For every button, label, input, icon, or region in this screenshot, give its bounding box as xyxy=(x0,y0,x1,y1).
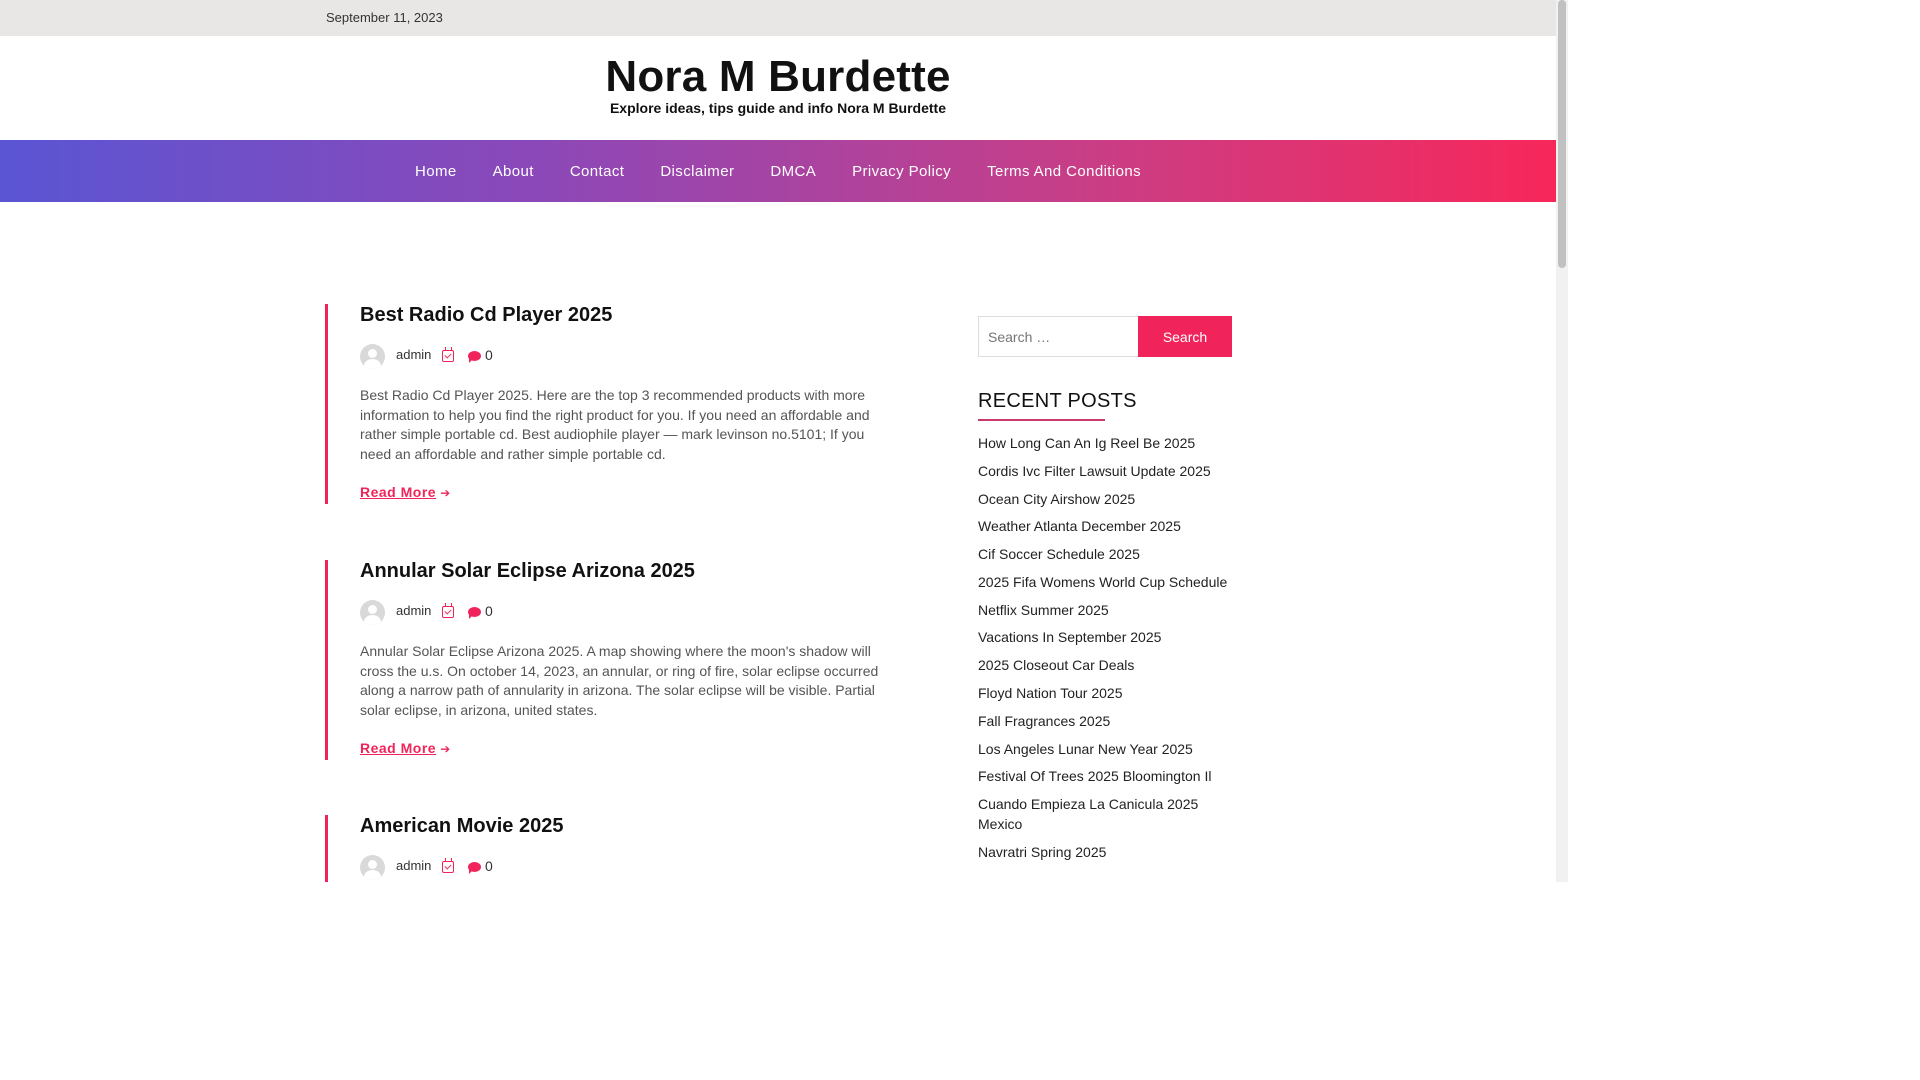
nav-link-privacy-policy[interactable]: Privacy Policy xyxy=(852,162,952,180)
comment-icon[interactable] xyxy=(468,351,481,361)
search-input[interactable] xyxy=(978,316,1139,357)
post-author[interactable]: admin xyxy=(396,347,432,362)
post-card xyxy=(325,560,890,760)
recent-post-link[interactable]: Weather Atlanta December 2025 xyxy=(978,518,1181,535)
author-avatar-icon[interactable] xyxy=(360,344,385,369)
recent-post-link[interactable]: Cuando Empieza La Canicula 2025 Mexico xyxy=(978,796,1199,832)
read-more-label: Read More xyxy=(360,740,437,756)
recent-post-link[interactable]: 2025 Closeout Car Deals xyxy=(978,657,1135,674)
recent-post-link[interactable]: How Long Can An Ig Reel Be 2025 xyxy=(978,435,1196,451)
recent-post-link[interactable]: Fall Fragrances 2025 xyxy=(978,712,1111,729)
recent-post-link[interactable]: Cordis Ivc Filter Lawsuit Update 2025 xyxy=(978,462,1211,479)
recent-post-link[interactable]: Ocean City Airshow 2025 xyxy=(978,490,1136,507)
scrollbar-thumb[interactable] xyxy=(1558,0,1566,268)
recent-post-link[interactable]: Festival Of Trees 2025 Bloomington Il xyxy=(978,768,1212,785)
site-description: Explore ideas, tips guide and info Nora M Burdette xyxy=(609,100,947,116)
calendar-icon[interactable] xyxy=(442,350,454,362)
nav-item-home[interactable] xyxy=(415,163,457,180)
comment-count[interactable]: 0 xyxy=(485,347,493,363)
post-author[interactable]: admin xyxy=(396,858,432,873)
nav-link-disclaimer[interactable]: Disclaimer xyxy=(660,162,735,180)
heading-underline xyxy=(978,419,1105,421)
nav-item-about[interactable] xyxy=(493,163,534,180)
recent-posts-list xyxy=(978,434,1232,870)
author-avatar-icon[interactable] xyxy=(360,855,385,880)
nav-item-dmca[interactable] xyxy=(770,163,816,180)
nav-link-contact[interactable]: Contact xyxy=(569,162,625,180)
recent-post-link[interactable]: Netflix Summer 2025 xyxy=(978,601,1109,618)
arrow-right-icon: ➔ xyxy=(440,486,451,500)
current-date: September 11, 2023 xyxy=(326,10,443,25)
comment-icon[interactable] xyxy=(468,607,481,617)
arrow-right-icon: ➔ xyxy=(440,742,451,756)
nav-item-disclaimer[interactable] xyxy=(660,163,734,180)
nav-item-contact[interactable] xyxy=(570,163,625,180)
read-more-link[interactable] xyxy=(360,484,451,500)
calendar-icon[interactable] xyxy=(442,861,454,873)
recent-post-link[interactable]: Vacations In September 2025 xyxy=(978,629,1162,646)
nav-link-home[interactable]: Home xyxy=(415,162,457,180)
comment-count[interactable]: 0 xyxy=(485,603,493,619)
post-meta xyxy=(360,344,760,370)
nav-item-terms[interactable] xyxy=(987,163,1141,180)
post-card xyxy=(325,304,890,504)
post-title[interactable]: Annular Solar Eclipse Arizona 2025 xyxy=(360,560,695,582)
nav-link-about[interactable]: About xyxy=(492,162,534,180)
recent-post-link[interactable]: Cif Soccer Schedule 2025 xyxy=(978,546,1140,563)
recent-post-link[interactable]: Navratri Spring 2025 xyxy=(978,843,1107,860)
main-navigation xyxy=(0,140,1556,202)
comment-count[interactable]: 0 xyxy=(485,858,493,874)
recent-post-link[interactable]: Floyd Nation Tour 2025 xyxy=(978,685,1123,702)
read-more-label: Read More xyxy=(360,484,437,500)
post-meta xyxy=(360,855,760,881)
post-title[interactable]: American Movie 2025 xyxy=(360,815,564,837)
nav-item-privacy-policy[interactable] xyxy=(852,163,951,180)
post-meta xyxy=(360,600,760,626)
calendar-icon[interactable] xyxy=(442,606,454,618)
search-button[interactable]: Search xyxy=(1138,316,1232,357)
recent-post-link[interactable]: Los Angeles Lunar New Year 2025 xyxy=(978,740,1193,757)
post-card xyxy=(325,815,890,882)
recent-posts-heading: RECENT POSTS xyxy=(978,390,1137,412)
top-bar xyxy=(0,0,1556,36)
site-title[interactable]: Nora M Burdette xyxy=(605,52,951,101)
author-avatar-icon[interactable] xyxy=(360,600,385,625)
post-title[interactable]: Best Radio Cd Player 2025 xyxy=(360,304,613,326)
nav-link-dmca[interactable]: DMCA xyxy=(770,162,817,180)
site-header xyxy=(0,36,1556,140)
recent-post-link[interactable]: 2025 Fifa Womens World Cup Schedule xyxy=(978,573,1228,590)
page-scrollbar[interactable] xyxy=(1556,0,1568,882)
post-author[interactable]: admin xyxy=(396,603,432,618)
comment-icon[interactable] xyxy=(468,862,481,872)
nav-link-terms[interactable]: Terms And Conditions xyxy=(987,162,1141,180)
read-more-link[interactable] xyxy=(360,740,451,756)
post-excerpt: Best Radio Cd Player 2025. Here are the top 3 recommended products with more information to help you find the right product for you. If you need an affordable and rather simple portable cd. Best audiophile player — mark levinson no.5101; If you need an affordable and rather simple portable cd. xyxy=(360,387,870,462)
search-form xyxy=(978,316,1232,357)
post-excerpt: Annular Solar Eclipse Arizona 2025. A map showing where the moon's shadow will cross the u.s. On october 14, 2023, an annular, or ring of fire, solar eclipse occurred along a narrow path of annularity in arizona. The solar eclipse will be visible. Partial solar eclipse, in arizona, united states. xyxy=(360,643,879,718)
